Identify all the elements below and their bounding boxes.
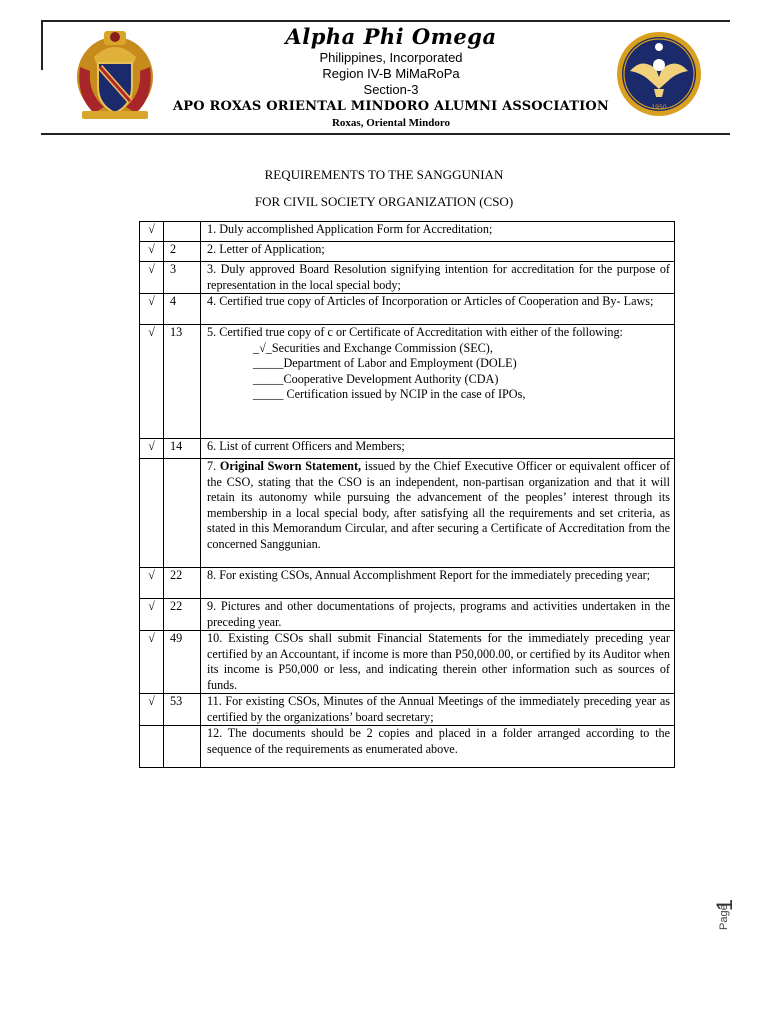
table-row: [140, 599, 675, 631]
option-sec: _√_Securities and Exchange Commission (SEC),: [253, 340, 493, 355]
requirement-text: 8. For existing CSOs, Annual Accomplishment Report for the immediately preceding year;: [201, 568, 675, 599]
top-rule: [41, 20, 730, 22]
association-location: Roxas, Oriental Mindoro: [331, 117, 451, 129]
eagle-seal-icon: [616, 31, 702, 117]
page-label: Page: [718, 904, 730, 930]
letterhead: [41, 20, 730, 135]
section-line: Section-3: [363, 82, 419, 97]
table-row: [140, 325, 675, 439]
requirement-text: issued by the Chief Executive Officer or equivalent officer of the CSO, stating that the CSO is an independent, non-partisan organization and that it will retain its autonomy while pursuing the advancement of the peoples’ interest through its membership in a local special body, after satisfying all the requirements and set criteria, as stated in this Memorandum Circular, and after securing a Certificate of Accreditation from the concerned Sanggunian.: [207, 459, 670, 551]
page-number-value: 1: [712, 898, 738, 912]
table-row: [140, 694, 675, 726]
association-name: APO ROXAS ORIENTAL MINDORO ALUMNI ASSOCIATION: [173, 99, 609, 114]
check-mark: √: [140, 631, 164, 694]
table-row: [140, 262, 675, 294]
table-row: [140, 294, 675, 325]
document-count: [164, 459, 201, 568]
document-count: [164, 726, 201, 768]
requirement-text: 1. Duly accomplished Application Form for Accreditation;: [201, 222, 675, 242]
option-ncip: _____ Certification issued by NCIP in the case of IPOs,: [253, 387, 526, 401]
requirement-text: 2. Letter of Application;: [201, 242, 675, 262]
check-mark: √: [140, 222, 164, 242]
document-count: 2: [164, 242, 201, 262]
document-title-line-1: REQUIREMENTS TO THE SANGGUNIAN: [264, 167, 504, 182]
requirement-text: 12. The documents should be 2 copies and placed in a folder arranged according to the sequence of the requirements as enumerated above.: [201, 726, 675, 768]
check-mark: √: [140, 262, 164, 294]
document-count: 49: [164, 631, 201, 694]
coat-of-arms-icon: [74, 27, 156, 121]
check-mark: √: [140, 599, 164, 631]
document-count: 3: [164, 262, 201, 294]
letterhead-text: [161, 24, 621, 130]
document-title-line-2: FOR CIVIL SOCIETY ORGANIZATION (CSO): [254, 194, 514, 209]
requirement-cell: [201, 325, 675, 439]
document-count: 53: [164, 694, 201, 726]
option-list: [207, 341, 670, 403]
requirement-text: 10. Existing CSOs shall submit Financial Statements for the immediately preceding year certified by an Accountant, if income is more than P50,000.00, or certified by its Auditor when its income is P50,000 or less, and indicating therein other information such as sources of funds.: [201, 631, 675, 694]
incorporation-line: Philippines, Incorporated: [319, 50, 463, 65]
bottom-rule: [41, 133, 730, 135]
table-row: [140, 568, 675, 599]
requirement-prefix: 7.: [207, 459, 220, 473]
check-mark: √: [140, 439, 164, 459]
check-mark: [140, 726, 164, 768]
document-count: 22: [164, 599, 201, 631]
organization-name: Alpha Phi Omega: [285, 24, 497, 49]
check-mark: √: [140, 325, 164, 439]
sworn-statement-heading: Original Sworn Statement,: [219, 459, 362, 473]
region-line: Region IV-B MiMaRoPa: [322, 66, 460, 81]
check-mark: √: [140, 694, 164, 726]
seal-year: 1950: [651, 104, 667, 111]
requirement-cell: [201, 459, 675, 568]
requirement-text: 4. Certified true copy of Articles of Incorporation or Articles of Cooperation and By- Laws;: [201, 294, 675, 325]
option-dole: _____Department of Labor and Employment (DOLE): [253, 356, 517, 370]
requirements-table: [139, 221, 675, 768]
option-cda: _____Cooperative Development Authority (CDA): [253, 371, 499, 386]
table-row: [140, 631, 675, 694]
table-row: [140, 222, 675, 242]
document-count: 4: [164, 294, 201, 325]
document-count: 13: [164, 325, 201, 439]
document-count: 22: [164, 568, 201, 599]
document-count: [164, 222, 201, 242]
requirement-text: 11. For existing CSOs, Minutes of the Annual Meetings of the immediately preceding year as certified by the organizations’ board secretary;: [201, 694, 675, 726]
requirement-text: 9. Pictures and other documentations of projects, programs and activities undertaken in the preceding year.: [201, 599, 675, 631]
check-mark: √: [140, 242, 164, 262]
table-row: [140, 439, 675, 459]
document-count: 14: [164, 439, 201, 459]
requirement-text: 5. Certified true copy of c or Certificate of Accreditation with either of the following:: [207, 325, 623, 339]
requirement-text: 3. Duly approved Board Resolution signifying intention for accreditation for the purpose of representation in the local special body;: [201, 262, 675, 294]
check-mark: √: [140, 568, 164, 599]
requirement-text: 6. List of current Officers and Members;: [201, 439, 675, 459]
page-number: [714, 890, 738, 940]
table-row: [140, 242, 675, 262]
table-row: [140, 726, 675, 768]
check-mark: [140, 459, 164, 568]
check-mark: √: [140, 294, 164, 325]
table-row: [140, 459, 675, 568]
left-rule: [41, 20, 43, 70]
